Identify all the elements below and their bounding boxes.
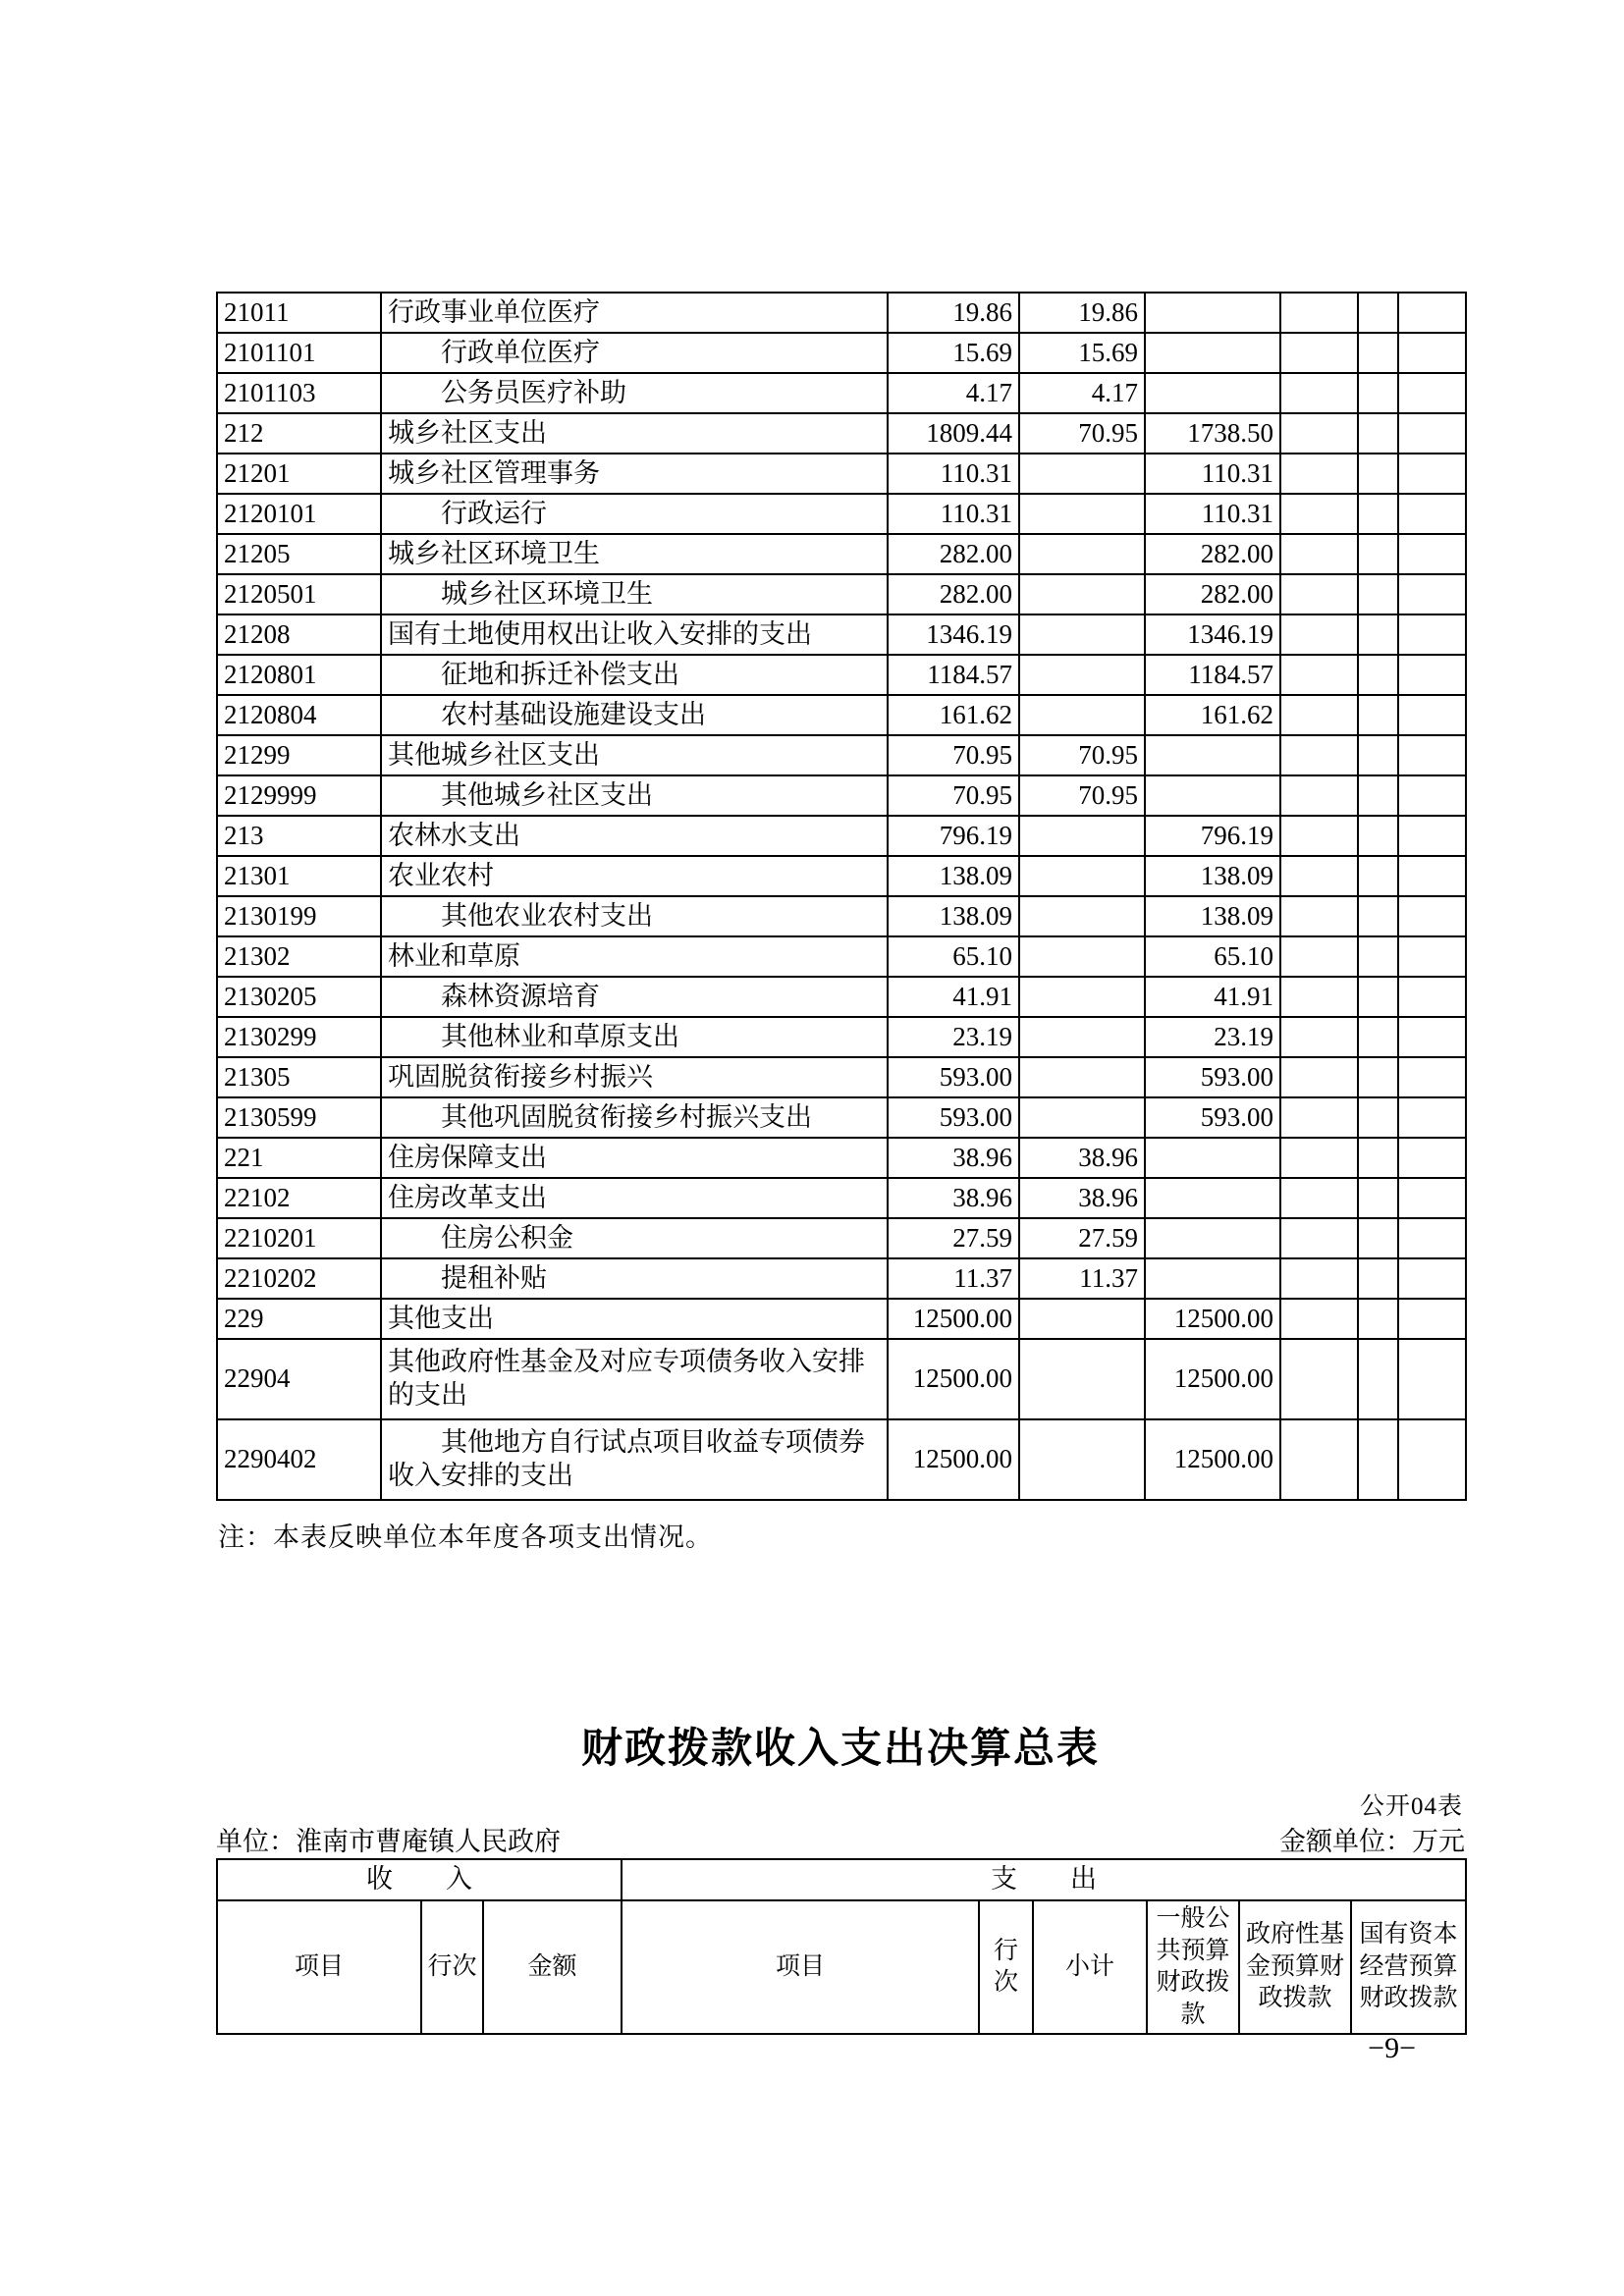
subject-code-cell: 2120501 xyxy=(217,574,381,614)
empty-cell xyxy=(1358,293,1398,333)
table-row xyxy=(217,896,1466,936)
subject-name-cell: 城乡社区环境卫生 xyxy=(381,534,888,574)
amount-col3-cell xyxy=(1145,1178,1280,1218)
empty-cell xyxy=(1358,655,1398,695)
subject-code-cell: 229 xyxy=(217,1299,381,1339)
amount-col2-cell xyxy=(1019,816,1145,856)
empty-cell xyxy=(1398,1258,1466,1299)
empty-cell xyxy=(1280,1419,1358,1500)
amount-total-cell: 38.96 xyxy=(888,1138,1019,1178)
amount-col3-cell: 12500.00 xyxy=(1145,1299,1280,1339)
amount-total-cell: 796.19 xyxy=(888,816,1019,856)
table-row xyxy=(217,1218,1466,1258)
amount-total-cell: 110.31 xyxy=(888,454,1019,494)
subject-code-cell: 2101103 xyxy=(217,373,381,413)
empty-cell xyxy=(1398,977,1466,1017)
amount-total-cell: 70.95 xyxy=(888,735,1019,775)
empty-cell xyxy=(1398,856,1466,896)
summary-table xyxy=(216,1858,1467,2035)
amount-total-cell: 15.69 xyxy=(888,333,1019,373)
subject-code-cell: 21208 xyxy=(217,614,381,655)
empty-cell xyxy=(1358,1178,1398,1218)
table-row xyxy=(217,1138,1466,1178)
subject-name-cell: 其他地方自行试点项目收益专项债券收入安排的支出 xyxy=(381,1419,888,1500)
empty-cell xyxy=(1398,775,1466,816)
empty-cell xyxy=(1398,1178,1466,1218)
amount-total-cell: 12500.00 xyxy=(888,1299,1019,1339)
subject-name-cell: 住房保障支出 xyxy=(381,1138,888,1178)
subject-name-cell: 城乡社区支出 xyxy=(381,413,888,454)
amount-col3-cell xyxy=(1145,775,1280,816)
empty-cell xyxy=(1358,1339,1398,1419)
empty-cell xyxy=(1280,534,1358,574)
empty-cell xyxy=(1398,454,1466,494)
empty-cell xyxy=(1358,1258,1398,1299)
unit-label: 单位：淮南市曹庵镇人民政府 xyxy=(216,1827,561,1856)
empty-cell xyxy=(1398,1218,1466,1258)
empty-cell xyxy=(1280,1339,1358,1419)
empty-cell xyxy=(1398,494,1466,534)
empty-cell xyxy=(1398,936,1466,977)
empty-cell xyxy=(1398,1339,1466,1419)
empty-cell xyxy=(1358,1017,1398,1057)
summary-header-span-row xyxy=(217,1859,1466,1900)
empty-cell xyxy=(1280,1299,1358,1339)
table-row xyxy=(217,1178,1466,1218)
amount-col2-cell xyxy=(1019,614,1145,655)
amount-total-cell: 38.96 xyxy=(888,1178,1019,1218)
empty-cell xyxy=(1358,1057,1398,1097)
col-header-state-capital-budget: 国有资本经营预算财政拨款 xyxy=(1351,1900,1466,2034)
subject-code-cell: 2120801 xyxy=(217,655,381,695)
empty-cell xyxy=(1280,775,1358,816)
amount-col3-cell: 282.00 xyxy=(1145,534,1280,574)
table-row xyxy=(217,534,1466,574)
empty-cell xyxy=(1358,494,1398,534)
table-row xyxy=(217,1299,1466,1339)
empty-cell xyxy=(1358,695,1398,735)
subject-code-cell: 21301 xyxy=(217,856,381,896)
table-row xyxy=(217,816,1466,856)
amount-total-cell: 4.17 xyxy=(888,373,1019,413)
empty-cell xyxy=(1358,574,1398,614)
amount-col3-cell: 12500.00 xyxy=(1145,1339,1280,1419)
empty-cell xyxy=(1398,1017,1466,1057)
amount-col2-cell: 4.17 xyxy=(1019,373,1145,413)
empty-cell xyxy=(1358,1299,1398,1339)
subject-code-cell: 2210202 xyxy=(217,1258,381,1299)
empty-cell xyxy=(1398,534,1466,574)
subject-name-cell: 森林资源培育 xyxy=(381,977,888,1017)
amount-col3-cell: 161.62 xyxy=(1145,695,1280,735)
subject-code-cell: 21205 xyxy=(217,534,381,574)
col-header-expense-item: 项目 xyxy=(622,1900,979,2034)
amount-col2-cell xyxy=(1019,1339,1145,1419)
amount-total-cell: 593.00 xyxy=(888,1057,1019,1097)
empty-cell xyxy=(1358,1097,1398,1138)
amount-col3-cell: 1184.57 xyxy=(1145,655,1280,695)
table-row xyxy=(217,333,1466,373)
amount-col2-cell xyxy=(1019,534,1145,574)
amount-total-cell: 1809.44 xyxy=(888,413,1019,454)
subject-name-cell: 农村基础设施建设支出 xyxy=(381,695,888,735)
amount-col3-cell: 138.09 xyxy=(1145,896,1280,936)
table-code-label: 公开04表 xyxy=(1359,1793,1463,1820)
summary-header-columns-row xyxy=(217,1900,1466,2034)
subject-code-cell: 21299 xyxy=(217,735,381,775)
subject-name-cell: 征地和拆迁补偿支出 xyxy=(381,655,888,695)
amount-total-cell: 282.00 xyxy=(888,534,1019,574)
subject-name-cell: 行政单位医疗 xyxy=(381,333,888,373)
subject-name-cell: 其他林业和草原支出 xyxy=(381,1017,888,1057)
subject-name-cell: 农业农村 xyxy=(381,856,888,896)
amount-total-cell: 138.09 xyxy=(888,856,1019,896)
table-row xyxy=(217,413,1466,454)
empty-cell xyxy=(1398,614,1466,655)
amount-col2-cell xyxy=(1019,856,1145,896)
subject-name-cell: 提租补贴 xyxy=(381,1258,888,1299)
amount-col3-cell: 138.09 xyxy=(1145,856,1280,896)
subject-code-cell: 2120804 xyxy=(217,695,381,735)
income-section-header: 收 入 xyxy=(217,1859,622,1900)
amount-col3-cell: 110.31 xyxy=(1145,494,1280,534)
subject-name-cell: 住房改革支出 xyxy=(381,1178,888,1218)
amount-col3-cell: 282.00 xyxy=(1145,574,1280,614)
page-title: 财政拨款收入支出决算总表 xyxy=(580,1725,1100,1771)
page-number: −9− xyxy=(1368,2032,1416,2064)
subject-code-cell: 212 xyxy=(217,413,381,454)
empty-cell xyxy=(1358,856,1398,896)
empty-cell xyxy=(1358,816,1398,856)
amount-col2-cell: 70.95 xyxy=(1019,775,1145,816)
amount-total-cell: 12500.00 xyxy=(888,1339,1019,1419)
amount-col3-cell: 796.19 xyxy=(1145,816,1280,856)
amount-total-cell: 12500.00 xyxy=(888,1419,1019,1500)
empty-cell xyxy=(1280,614,1358,655)
empty-cell xyxy=(1280,735,1358,775)
empty-cell xyxy=(1280,977,1358,1017)
amount-col2-cell xyxy=(1019,494,1145,534)
subject-name-cell: 住房公积金 xyxy=(381,1218,888,1258)
amount-col3-cell xyxy=(1145,1258,1280,1299)
amount-total-cell: 70.95 xyxy=(888,775,1019,816)
empty-cell xyxy=(1398,695,1466,735)
table-row xyxy=(217,1419,1466,1500)
empty-cell xyxy=(1358,1218,1398,1258)
amount-col3-cell xyxy=(1145,293,1280,333)
table-row xyxy=(217,1097,1466,1138)
empty-cell xyxy=(1358,1419,1398,1500)
col-header-gov-fund-budget: 政府性基金预算财政拨款 xyxy=(1239,1900,1351,2034)
empty-cell xyxy=(1280,695,1358,735)
amount-total-cell: 11.37 xyxy=(888,1258,1019,1299)
amount-total-cell: 282.00 xyxy=(888,574,1019,614)
amount-col3-cell: 593.00 xyxy=(1145,1097,1280,1138)
subject-name-cell: 林业和草原 xyxy=(381,936,888,977)
subject-name-cell: 其他巩固脱贫衔接乡村振兴支出 xyxy=(381,1097,888,1138)
empty-cell xyxy=(1280,655,1358,695)
amount-col2-cell: 70.95 xyxy=(1019,413,1145,454)
subject-name-cell: 其他农业农村支出 xyxy=(381,896,888,936)
table-row xyxy=(217,494,1466,534)
empty-cell xyxy=(1398,655,1466,695)
amount-total-cell: 593.00 xyxy=(888,1097,1019,1138)
amount-total-cell: 1346.19 xyxy=(888,614,1019,655)
table-row xyxy=(217,1057,1466,1097)
amount-total-cell: 41.91 xyxy=(888,977,1019,1017)
empty-cell xyxy=(1280,856,1358,896)
empty-cell xyxy=(1398,1419,1466,1500)
empty-cell xyxy=(1280,574,1358,614)
table-meta-row xyxy=(216,1820,1465,1858)
empty-cell xyxy=(1358,896,1398,936)
subject-code-cell: 2120101 xyxy=(217,494,381,534)
table-row xyxy=(217,614,1466,655)
empty-cell xyxy=(1280,1138,1358,1178)
empty-cell xyxy=(1280,333,1358,373)
amount-total-cell: 110.31 xyxy=(888,494,1019,534)
table-row xyxy=(217,454,1466,494)
empty-cell xyxy=(1398,293,1466,333)
amount-col2-cell xyxy=(1019,1017,1145,1057)
subject-name-cell: 国有土地使用权出让收入安排的支出 xyxy=(381,614,888,655)
table-row xyxy=(217,735,1466,775)
subject-code-cell: 21305 xyxy=(217,1057,381,1097)
col-header-expense-subtotal: 小计 xyxy=(1033,1900,1147,2034)
subject-name-cell: 行政运行 xyxy=(381,494,888,534)
empty-cell xyxy=(1280,494,1358,534)
amount-col3-cell: 12500.00 xyxy=(1145,1419,1280,1500)
subject-code-cell: 21011 xyxy=(217,293,381,333)
empty-cell xyxy=(1398,1097,1466,1138)
empty-cell xyxy=(1358,454,1398,494)
empty-cell xyxy=(1280,1057,1358,1097)
subject-name-cell: 行政事业单位医疗 xyxy=(381,293,888,333)
subject-code-cell: 2290402 xyxy=(217,1419,381,1500)
amount-total-cell: 65.10 xyxy=(888,936,1019,977)
amount-total-cell: 138.09 xyxy=(888,896,1019,936)
col-header-income-amount: 金额 xyxy=(483,1900,622,2034)
empty-cell xyxy=(1358,735,1398,775)
amount-col2-cell xyxy=(1019,936,1145,977)
amount-col2-cell xyxy=(1019,574,1145,614)
amount-col2-cell: 11.37 xyxy=(1019,1258,1145,1299)
empty-cell xyxy=(1280,896,1358,936)
amount-col2-cell xyxy=(1019,977,1145,1017)
subject-name-cell: 其他支出 xyxy=(381,1299,888,1339)
amount-col3-cell: 1738.50 xyxy=(1145,413,1280,454)
table-note: 注：本表反映单位本年度各项支出情况。 xyxy=(218,1522,713,1552)
amount-unit-label: 金额单位：万元 xyxy=(1279,1827,1465,1856)
empty-cell xyxy=(1280,293,1358,333)
empty-cell xyxy=(1280,373,1358,413)
subject-name-cell: 城乡社区环境卫生 xyxy=(381,574,888,614)
subject-code-cell: 2210201 xyxy=(217,1218,381,1258)
amount-col2-cell: 19.86 xyxy=(1019,293,1145,333)
empty-cell xyxy=(1398,1299,1466,1339)
table-row xyxy=(217,1258,1466,1299)
amount-col2-cell xyxy=(1019,896,1145,936)
empty-cell xyxy=(1398,1138,1466,1178)
col-header-expense-lineno: 行次 xyxy=(979,1900,1033,2034)
empty-cell xyxy=(1358,534,1398,574)
empty-cell xyxy=(1398,816,1466,856)
subject-name-cell: 公务员医疗补助 xyxy=(381,373,888,413)
col-header-general-budget: 一般公共预算财政拨款 xyxy=(1147,1900,1239,2034)
subject-code-cell: 22904 xyxy=(217,1339,381,1419)
table-row xyxy=(217,977,1466,1017)
expense-section-header: 支 出 xyxy=(622,1859,1466,1900)
subject-name-cell: 其他政府性基金及对应专项债务收入安排的支出 xyxy=(381,1339,888,1419)
amount-col2-cell xyxy=(1019,1057,1145,1097)
amount-col3-cell xyxy=(1145,1218,1280,1258)
subject-code-cell: 2130599 xyxy=(217,1097,381,1138)
amount-total-cell: 23.19 xyxy=(888,1017,1019,1057)
empty-cell xyxy=(1398,896,1466,936)
amount-total-cell: 1184.57 xyxy=(888,655,1019,695)
subject-name-cell: 巩固脱贫衔接乡村振兴 xyxy=(381,1057,888,1097)
amount-col3-cell xyxy=(1145,1138,1280,1178)
empty-cell xyxy=(1358,333,1398,373)
amount-col3-cell: 23.19 xyxy=(1145,1017,1280,1057)
empty-cell xyxy=(1280,1097,1358,1138)
amount-col2-cell xyxy=(1019,655,1145,695)
empty-cell xyxy=(1398,1057,1466,1097)
subject-code-cell: 2130205 xyxy=(217,977,381,1017)
table-row xyxy=(217,574,1466,614)
empty-cell xyxy=(1358,936,1398,977)
empty-cell xyxy=(1358,1138,1398,1178)
amount-col2-cell: 15.69 xyxy=(1019,333,1145,373)
amount-col2-cell xyxy=(1019,1419,1145,1500)
amount-total-cell: 27.59 xyxy=(888,1218,1019,1258)
amount-col2-cell: 70.95 xyxy=(1019,735,1145,775)
empty-cell xyxy=(1280,454,1358,494)
amount-col2-cell xyxy=(1019,1299,1145,1339)
amount-col2-cell xyxy=(1019,695,1145,735)
subject-name-cell: 其他城乡社区支出 xyxy=(381,735,888,775)
empty-cell xyxy=(1358,614,1398,655)
empty-cell xyxy=(1280,816,1358,856)
amount-col2-cell: 27.59 xyxy=(1019,1218,1145,1258)
amount-col3-cell xyxy=(1145,333,1280,373)
empty-cell xyxy=(1358,373,1398,413)
amount-col2-cell: 38.96 xyxy=(1019,1138,1145,1178)
amount-col3-cell: 65.10 xyxy=(1145,936,1280,977)
empty-cell xyxy=(1280,1218,1358,1258)
amount-col3-cell xyxy=(1145,735,1280,775)
empty-cell xyxy=(1280,1178,1358,1218)
amount-col3-cell xyxy=(1145,373,1280,413)
col-header-income-lineno: 行次 xyxy=(421,1900,483,2034)
empty-cell xyxy=(1358,775,1398,816)
empty-cell xyxy=(1358,977,1398,1017)
subject-name-cell: 城乡社区管理事务 xyxy=(381,454,888,494)
table-row xyxy=(217,936,1466,977)
table-row xyxy=(217,695,1466,735)
table-row xyxy=(217,293,1466,333)
table-row xyxy=(217,856,1466,896)
subject-name-cell: 其他城乡社区支出 xyxy=(381,775,888,816)
amount-col2-cell: 38.96 xyxy=(1019,1178,1145,1218)
amount-total-cell: 19.86 xyxy=(888,293,1019,333)
empty-cell xyxy=(1398,413,1466,454)
expenditure-table xyxy=(216,292,1467,1501)
table-row xyxy=(217,655,1466,695)
amount-total-cell: 161.62 xyxy=(888,695,1019,735)
table-row xyxy=(217,373,1466,413)
subject-code-cell: 221 xyxy=(217,1138,381,1178)
table-row xyxy=(217,1339,1466,1419)
subject-code-cell: 2130299 xyxy=(217,1017,381,1057)
empty-cell xyxy=(1398,735,1466,775)
amount-col2-cell xyxy=(1019,1097,1145,1138)
empty-cell xyxy=(1280,936,1358,977)
subject-code-cell: 2101101 xyxy=(217,333,381,373)
col-header-income-item: 项目 xyxy=(217,1900,421,2034)
table-row xyxy=(217,1017,1466,1057)
empty-cell xyxy=(1280,1017,1358,1057)
empty-cell xyxy=(1358,413,1398,454)
subject-code-cell: 21302 xyxy=(217,936,381,977)
amount-col3-cell: 41.91 xyxy=(1145,977,1280,1017)
subject-code-cell: 22102 xyxy=(217,1178,381,1218)
empty-cell xyxy=(1280,1258,1358,1299)
empty-cell xyxy=(1280,413,1358,454)
amount-col2-cell xyxy=(1019,454,1145,494)
subject-code-cell: 2129999 xyxy=(217,775,381,816)
empty-cell xyxy=(1398,574,1466,614)
subject-name-cell: 农林水支出 xyxy=(381,816,888,856)
empty-cell xyxy=(1398,333,1466,373)
empty-cell xyxy=(1398,373,1466,413)
subject-code-cell: 21201 xyxy=(217,454,381,494)
table-row xyxy=(217,775,1466,816)
subject-code-cell: 2130199 xyxy=(217,896,381,936)
amount-col3-cell: 1346.19 xyxy=(1145,614,1280,655)
amount-col3-cell: 593.00 xyxy=(1145,1057,1280,1097)
subject-code-cell: 213 xyxy=(217,816,381,856)
amount-col3-cell: 110.31 xyxy=(1145,454,1280,494)
